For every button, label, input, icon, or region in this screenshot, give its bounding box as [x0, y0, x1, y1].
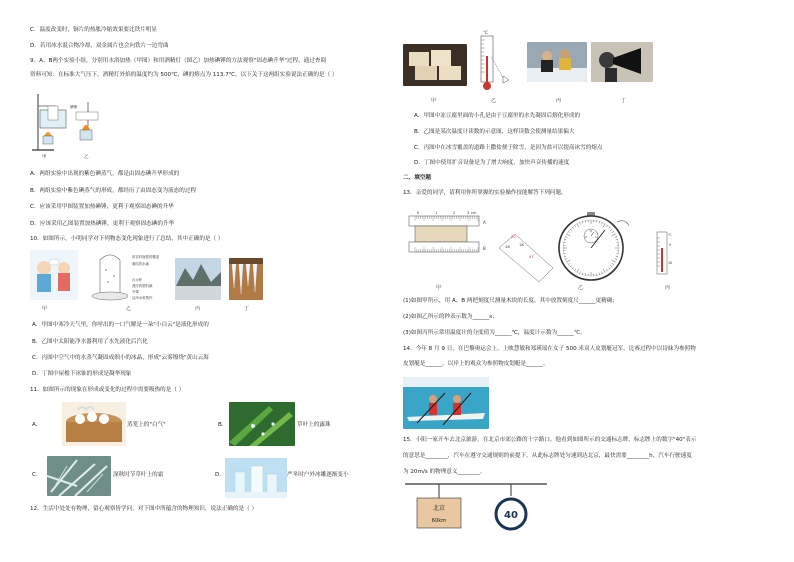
q9-option-d: D．应该采用乙图装置加热碘锤，更利于观察固态碘的升华 — [30, 221, 175, 227]
left-column — [30, 0, 398, 562]
q10-stem: 10．如图所示，小明同学对下列物态变化现象进行了总结，其中正确的是（ ） — [30, 236, 224, 242]
watch-outer-16: 16 — [505, 244, 510, 249]
q11-img-frost — [47, 456, 111, 496]
q11-text-c: 深秋时节草叶上的霜 — [113, 472, 164, 478]
q12-option-b: B．乙图是某次温度计读数的示意图，这样读数会使测量结果偏大 — [414, 129, 575, 135]
thermo2-tick-10: 10 — [668, 261, 673, 265]
q10-fig-sea-of-clouds — [175, 258, 221, 300]
q9-option-b: B．两组实验中紫色碘蒸气的形成，都经历了由固态变为液态的过程 — [30, 188, 197, 194]
q11-text-d: 严冬时户外冰雕逐渐变小 — [287, 472, 349, 478]
q13-part-3: (3)如图丙所示常用温度计的分度值为______℃，温度计示数为______℃。 — [403, 330, 586, 336]
speed-limit-value: 40 — [504, 510, 518, 521]
watch-outer-20: 20 — [511, 234, 516, 239]
q14-img-kayak — [403, 377, 489, 429]
q12-label-yi: 乙 — [491, 98, 497, 104]
q12-option-d: D．丁图中使用扩音设备是为了增大响度，加快声音传播的速度 — [414, 160, 570, 166]
q10-label-ding: 丁 — [244, 306, 250, 312]
q10-label-jia: 甲 — [42, 306, 48, 312]
q9-fig-iodine-label: 碘锤 — [70, 105, 78, 109]
q11-img-ice-sculpture — [225, 458, 287, 498]
watch-inner-0: 0 — [590, 229, 592, 233]
q12-stem: 12．生活中处处有物理，留心观察皆学问。对下图中所蕴含的物理知识，说法正确的是（ ） — [30, 506, 258, 512]
q11-letter-a: A． — [32, 422, 42, 428]
q10-option-d: D．丁图中屋檐下冰锥的形成是凝华现象 — [32, 371, 132, 377]
ruler-unit: cm — [471, 211, 477, 215]
q15-line2: 的意思是________，汽车在遵守交通规则的前提下，从此标志牌处匀速到达北京，最快需要________h，汽车行驶速度 — [403, 453, 692, 459]
q9-apparatus-figure — [30, 86, 114, 162]
q11-letter-c: C． — [32, 472, 42, 478]
ruler-mark-1: 1 — [435, 211, 438, 215]
q11-letter-d: D． — [215, 472, 225, 478]
q12-img-thermometer-reading — [473, 26, 517, 94]
q10-note-5: 外罩 — [132, 290, 139, 294]
q10-option-a: A．甲图中寒冷天气里，你呼出的一口气解是一朵"小白云"是液化形成的 — [32, 322, 209, 328]
q12-label-ding: 丁 — [621, 98, 627, 104]
q11-img-steamer — [62, 402, 126, 446]
q11-letter-b: B． — [218, 422, 228, 428]
option-c-prev: C．温度改变时，铜片的热胀冷缩效果要比铁片明显 — [30, 27, 157, 33]
option-d-prev: D．若用冰水混合物冷却，双金属片也会向铁片一边弯曲 — [30, 43, 169, 49]
q13-fig-stopwatch — [495, 208, 645, 290]
ruler-mark-0: 0 — [417, 211, 420, 215]
q15-line3: 为 20m/s 的物理意义________。 — [403, 469, 486, 475]
q10-note-3: 污水杯 — [132, 278, 143, 282]
q13-label-yi: 乙 — [578, 285, 584, 291]
q10-label-yi: 乙 — [126, 306, 132, 312]
q9-line1: 9．A、B两个实验小组，分别用水浴加热（甲图）和用酒精灯（图乙）加热碘锤的方法观察"固态碘升华"过程，通过查阅 — [30, 58, 327, 64]
q13-part-2: (2)如图乙所示的秒表示数为______s； — [403, 314, 498, 320]
ruler-label-a: A — [483, 220, 486, 225]
watch-outer-18: 18 — [519, 242, 524, 247]
q11-text-a: 蒸笼上的"白气" — [127, 422, 166, 428]
q12-option-a: A．甲图中冻豆腐里面的小孔是由于豆腐里的水先凝固后熔化形成的 — [414, 113, 581, 119]
section-fill-in-title: 二、填空题 — [403, 175, 431, 181]
q12-img-megaphone — [591, 42, 653, 82]
sign-city: 北京 — [432, 505, 446, 512]
q13-label-bing: 丙 — [665, 285, 671, 291]
q14-line2: 皮划艇是______，以岸上的观众为参照物皮划艇是______。 — [403, 361, 549, 367]
q12-thermo-unit: ℃ — [483, 31, 489, 36]
q13-stem: 13．亲爱的同学，请利用你所掌握的实验操作技能解答下列问题。 — [403, 190, 567, 196]
q12-img-frozen-tofu — [403, 44, 467, 86]
q9-line2: 资料可知：在标准大气压下，酒精灯外焰的温度约为 500℃，碘的熔点为 113.7℃。以下关于这两组实验说法正确的是（ ） — [30, 72, 338, 78]
ruler-mark-3: 3 — [467, 211, 470, 215]
watch-inner-1: 1 — [595, 235, 597, 239]
q10-fig-cold-breath — [30, 250, 78, 300]
q9-option-c: C．应该采用甲图装置加热碘锤，更利于观察固态碘的升华 — [30, 204, 174, 210]
q10-option-b: B．乙图中太阳能净水器利用了水先液化后汽化 — [32, 339, 148, 345]
q15-line1: 15．小阳一家开车去北京旅游，在北京市郊公路的十字路口，他看到如图所示的交通标志牌，标志牌上的数字"40"表示 — [403, 437, 697, 443]
q11-img-dew — [229, 402, 295, 446]
q12-label-bing: 丙 — [556, 98, 562, 104]
thermo2-unit: ℃ — [668, 233, 672, 237]
q13-fig-thermometer — [653, 230, 677, 276]
q12-option-c: C．丙图中在冰雪覆盖的道路上撒盐便于除雪，是因为盐可以提高冰雪的熔点 — [414, 145, 603, 151]
ruler-label-b: B — [483, 246, 486, 251]
q10-note-2: 凝结的水滴 — [132, 262, 149, 266]
right-column — [403, 0, 773, 562]
ruler-mark-2: 2 — [453, 211, 456, 215]
q13-part-1: (1)如图甲所示，用 A、B 两把刻度尺测量木块的长度，其中放置刻度尺______更精确； — [403, 298, 618, 304]
q12-img-salt-on-snow — [527, 42, 587, 82]
q11-stem: 11．如图所示的现象在形成或变化的过程中需要吸热的是（ ） — [30, 387, 185, 393]
q13-label-jia: 甲 — [436, 285, 442, 291]
sign-distance: 60km — [431, 518, 447, 524]
q10-fig-solar-still — [86, 250, 178, 304]
q9-fig-label-jia: 甲 — [42, 155, 47, 160]
q14-line1: 14．今年 8 月 9 日，在巴黎奥运会上，上映慧敏和郑瑛瑶在女子 500 米双人皮划艇冠军，比赛过程中以诗妹为参照物 — [403, 346, 696, 352]
q10-fig-icicles — [229, 258, 263, 300]
thermo2-tick-0: 0 — [669, 243, 672, 247]
q15-traffic-signs — [405, 482, 547, 532]
q10-label-bing: 丙 — [195, 306, 201, 312]
q11-text-b: 草叶上的露珠 — [297, 422, 331, 428]
watch-inner-2: 2 — [585, 235, 587, 239]
q10-note-4: 漂浮的塑料碗 — [132, 284, 153, 288]
watch-outer-47: 47 — [529, 254, 534, 259]
q9-option-a: A．两组实验中出现的紫色碘蒸气，都是由固态碘升华形成的 — [30, 171, 180, 177]
q12-label-jia: 甲 — [431, 98, 437, 104]
q10-note-1: 用饮料瓶做的覆盖 — [132, 255, 160, 259]
q10-note-6: 洁净水收集杯 — [132, 296, 153, 300]
q10-option-c: C．丙图中空气中的水蒸气凝固成细小的冰晶，形成"云雾缭绕"黄山云海 — [32, 355, 209, 361]
q13-fig-rulers — [405, 208, 493, 264]
q9-fig-label-yi: 乙 — [84, 155, 89, 160]
